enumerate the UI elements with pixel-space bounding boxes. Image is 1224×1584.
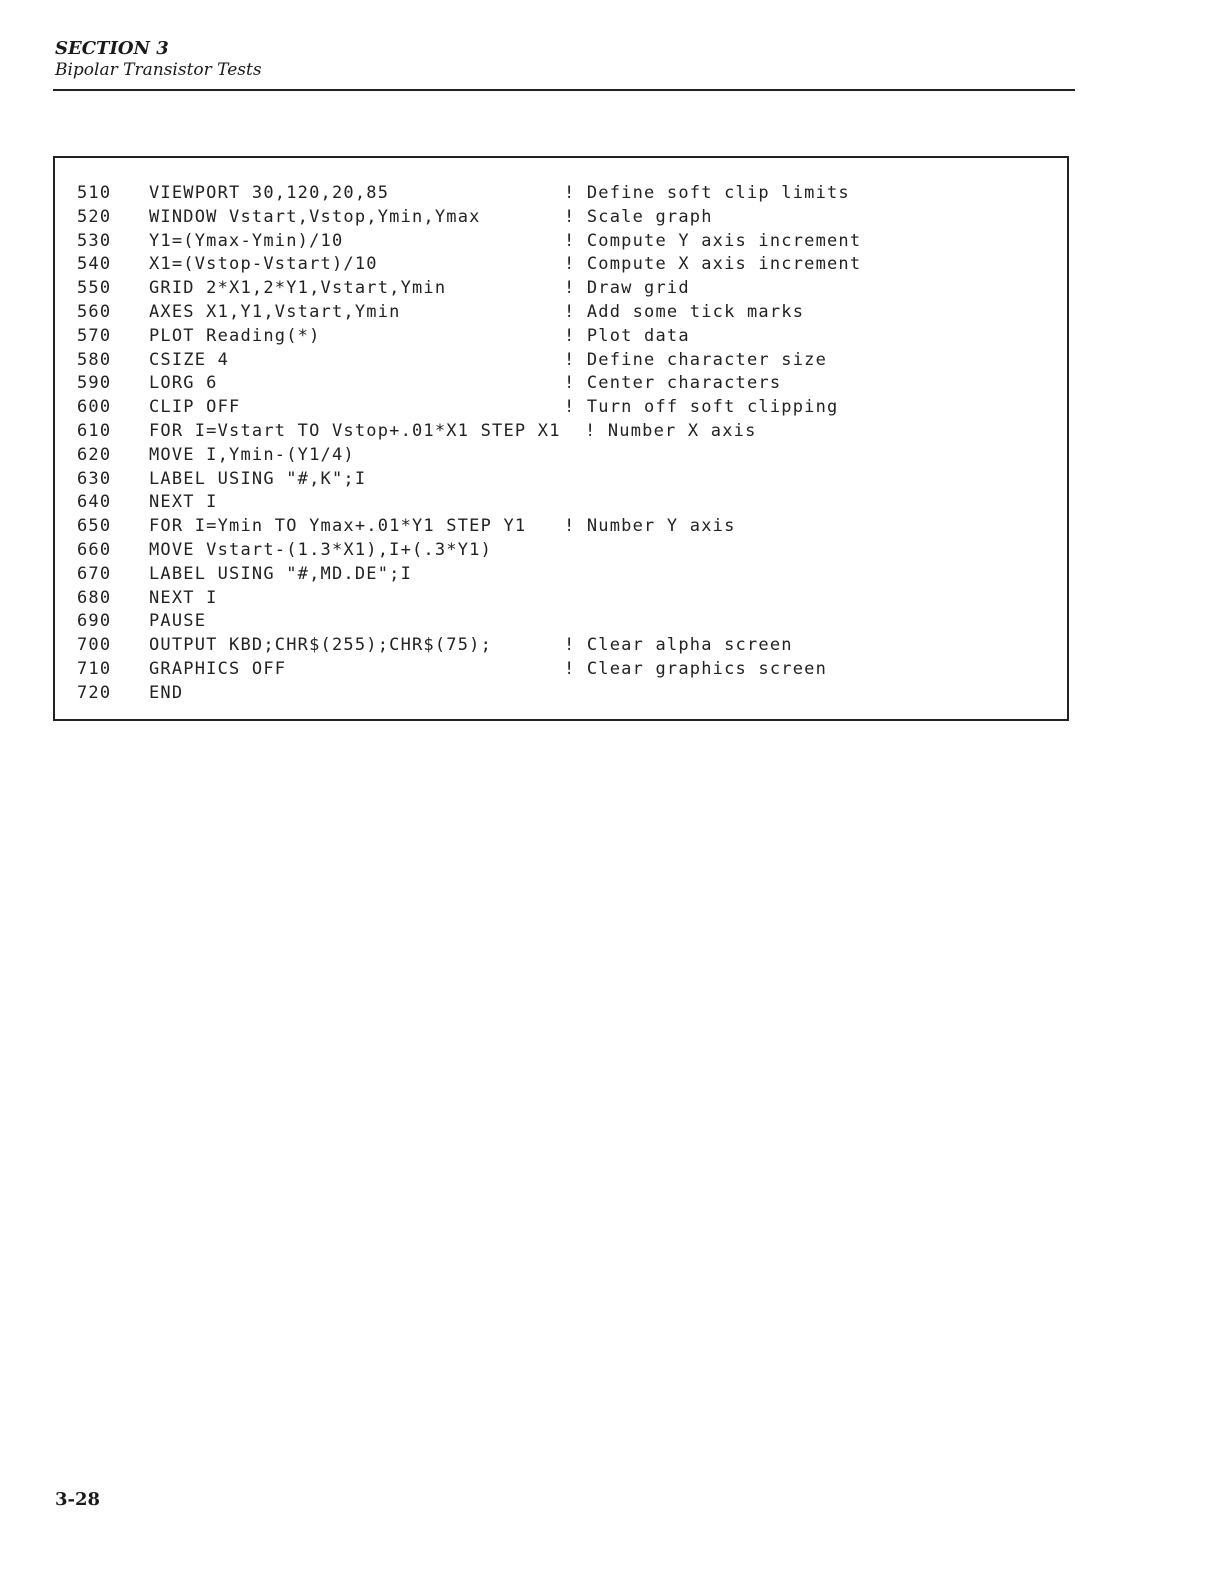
code-statement: LORG 6 <box>149 373 218 394</box>
code-comment: ! Define soft clip limits <box>564 183 850 203</box>
line-number: 650 <box>77 516 112 537</box>
code-statement: CSIZE 4 <box>149 349 230 370</box>
line-number: 720 <box>77 682 112 703</box>
line-number: 530 <box>77 230 112 251</box>
line-number: 620 <box>77 444 112 465</box>
code-statement: FOR I=Vstart TO Vstop+.01*X1 STEP X1 <box>149 420 561 441</box>
line-number: 540 <box>77 254 112 275</box>
code-statement: NEXT I <box>149 587 218 608</box>
code-comment: ! Clear graphics screen <box>564 658 828 679</box>
code-statement: FOR I=Ymin TO Ymax+.01*Y1 STEP Y1 <box>149 516 527 537</box>
line-number: 520 <box>77 206 112 227</box>
page-number: 3-28 <box>55 1489 101 1510</box>
code-statement: OUTPUT KBD;CHR$(255);CHR$(75); <box>149 635 493 656</box>
code-comment: ! Number X axis <box>585 420 757 441</box>
code-statement: CLIP OFF <box>149 397 241 418</box>
code-statement: NEXT I <box>149 492 218 513</box>
code-statement: LABEL USING "#,MD.DE";I <box>149 563 413 584</box>
line-number: 710 <box>77 658 112 679</box>
code-comment: ! Number Y axis <box>564 516 736 537</box>
code-statement: LABEL USING "#,K";I <box>149 468 367 489</box>
line-number: 670 <box>77 563 112 584</box>
code-statement: MOVE I,Ymin-(Y1/4) <box>149 444 355 465</box>
code-statement: Y1=(Ymax-Ymin)/10 <box>149 230 344 251</box>
code-comment: ! Turn off soft clipping <box>564 397 839 418</box>
code-statement: VIEWPORT 30,120,20,85 <box>149 183 390 203</box>
code-statement: PAUSE <box>149 611 207 632</box>
line-number: 600 <box>77 397 112 418</box>
line-number: 560 <box>77 301 112 322</box>
code-comment: ! Draw grid <box>564 278 690 299</box>
code-statement: AXES X1,Y1,Vstart,Ymin <box>149 301 401 322</box>
line-number: 630 <box>77 468 112 489</box>
code-statement: GRID 2*X1,2*Y1,Vstart,Ymin <box>149 278 447 299</box>
code-statement: X1=(Vstop-Vstart)/10 <box>149 254 378 275</box>
line-number: 690 <box>77 611 112 632</box>
code-statement: GRAPHICS OFF <box>149 658 287 679</box>
code-comment: ! Center characters <box>564 373 782 394</box>
code-comment: ! Define character size <box>564 349 828 370</box>
code-comment: ! Plot data <box>564 325 690 346</box>
line-number: 680 <box>77 587 112 608</box>
line-number: 640 <box>77 492 112 513</box>
line-number: 570 <box>77 325 112 346</box>
line-number: 700 <box>77 635 112 656</box>
code-comment: ! Clear alpha screen <box>564 635 793 656</box>
line-number: 610 <box>77 420 112 441</box>
line-number: 550 <box>77 278 112 299</box>
header-rule <box>53 89 1075 91</box>
program-listing-box <box>53 156 1069 721</box>
code-statement: WINDOW Vstart,Vstop,Ymin,Ymax <box>149 206 481 227</box>
line-number: 660 <box>77 539 112 560</box>
code-comment: ! Compute Y axis increment <box>564 230 862 251</box>
line-number: 590 <box>77 373 112 394</box>
code-comment: ! Scale graph <box>564 206 713 227</box>
section-subtitle: Bipolar Transistor Tests <box>55 60 262 80</box>
section-title: SECTION 3 <box>55 38 169 59</box>
line-number: 580 <box>77 349 112 370</box>
code-statement: MOVE Vstart-(1.3*X1),I+(.3*Y1) <box>149 539 493 560</box>
code-comment: ! Add some tick marks <box>564 301 805 322</box>
page-header <box>55 38 1075 80</box>
code-statement: END <box>149 682 184 703</box>
line-number: 510 <box>77 183 112 203</box>
code-statement: PLOT Reading(*) <box>149 325 321 346</box>
code-comment: ! Compute X axis increment <box>564 254 862 275</box>
